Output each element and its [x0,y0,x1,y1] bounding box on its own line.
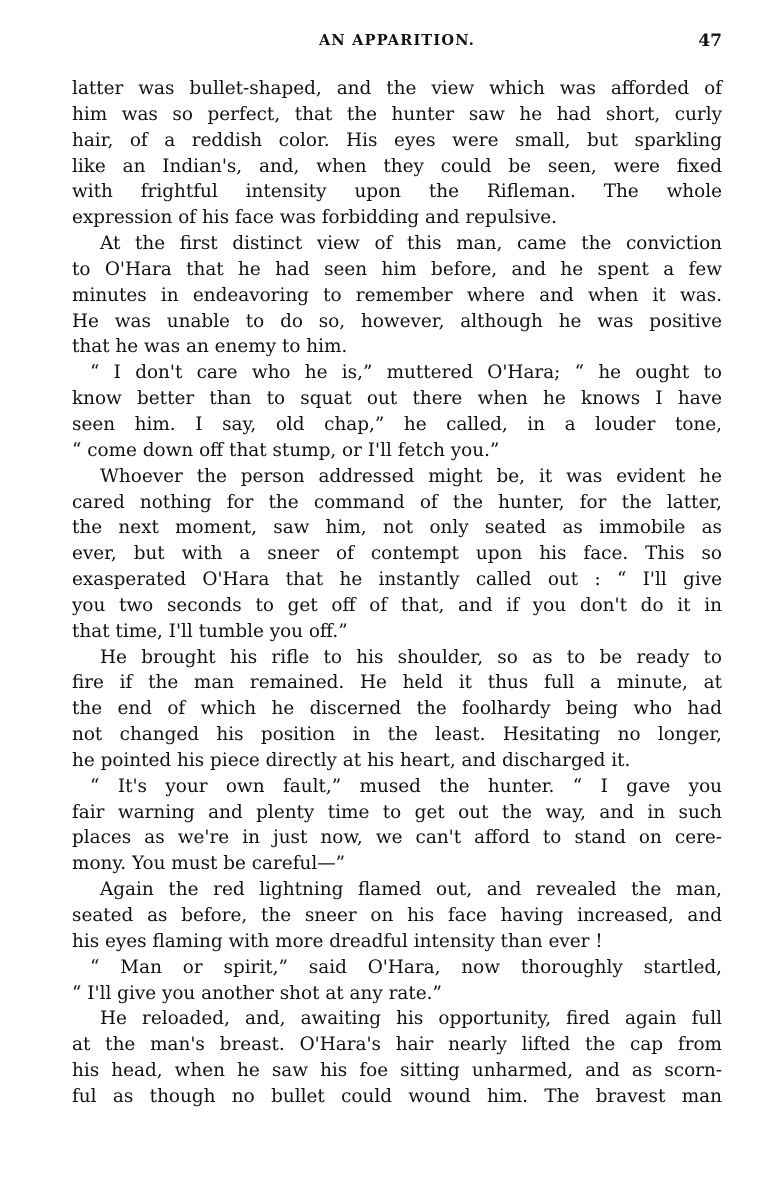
text-line: Whoever the person addressed might be, it was evident he [100,465,722,487]
body-text [72,76,722,1110]
text-line: latter was bullet-shaped, and the view which was afforded of [72,78,722,99]
text-line: fire if the man remained. He held it thus full a minute, at [72,672,722,694]
text-line: not changed his position in the least. Hesitating no longer, [72,724,722,746]
text-line: hair, of a reddish color. His eyes were small, but sparkling [72,129,722,151]
text-line: like an Indian's, and, when they could be seen, were fixed [72,155,722,177]
text-line: ever, but with a sneer of contempt upon his face. This so [72,543,722,565]
text-line: fair warning and plenty time to get out the way, and in such [72,801,722,823]
text-line: know better than to squat out there when he knows I have [72,388,722,410]
running-header [72,32,722,54]
text-line: At the first distinct view of this man, came the conviction [100,233,722,255]
text-line: the end of which he discerned the foolhardy being who had [72,698,722,720]
text-line: minutes in endeavoring to remember where and when it was. [72,284,722,306]
text-line: he pointed his piece directly at his heart, and discharged it. [72,749,631,771]
text-line: that time, I'll tumble you off.” [72,620,348,642]
text-line: Again the red lightning flamed out, and revealed the man, [100,879,722,901]
page-number: 47 [698,31,722,51]
text-line: places as we're in just now, we can't afford to stand on cere- [72,827,722,849]
text-line: He was unable to do so, however, although he was positive [72,310,722,332]
running-title: AN APPARITION. [318,32,475,49]
text-line: seated as before, the sneer on his face having increased, and [72,905,722,926]
text-line: “ Man or spirit,” said O'Hara, now thoroughly startled, [90,956,722,978]
text-line: mony. You must be careful—” [72,853,346,875]
text-line: his head, when he saw his foe sitting unharmed, and as scorn- [72,1060,722,1082]
text-line: “ It's your own fault,” mused the hunter. “ I gave you [90,775,722,797]
text-line: seen him. I say, old chap,” he called, in a louder tone, [72,413,722,435]
text-line: He reloaded, and, awaiting his opportunity, fired again full [100,1008,722,1030]
text-line: him was so perfect, that the hunter saw he had short, curly [72,103,722,125]
text-line: He brought his rifle to his shoulder, so as to be ready to [100,646,722,668]
text-line: his eyes flaming with more dreadful intensity than ever ! [72,930,603,952]
text-line: you two seconds to get off of that, and if you don't do it in [72,594,722,616]
text-line: ful as though no bullet could wound him. The bravest man [72,1085,722,1107]
text-line: “ come down off that stump, or I'll fetch you.” [72,439,500,461]
text-line: cared nothing for the command of the hunter, for the latter, [72,491,722,513]
text-line: that he was an enemy to him. [72,336,348,358]
text-line: “ I don't care who he is,” muttered O'Hara; “ he ought to [90,362,722,384]
text-line: exasperated O'Hara that he instantly called out : “ I'll give [72,569,722,591]
text-line: the next moment, saw him, not only seated as immobile as [72,517,722,539]
text-line: with frightful intensity upon the Rifleman. The whole [72,181,722,203]
text-line: at the man's breast. O'Hara's hair nearly lifted the cap from [72,1034,722,1056]
text-line: “ I'll give you another shot at any rate.” [72,982,442,1004]
text-line: expression of his face was forbidding and repulsive. [72,207,557,229]
text-line: to O'Hara that he had seen him before, and he spent a few [72,258,722,280]
